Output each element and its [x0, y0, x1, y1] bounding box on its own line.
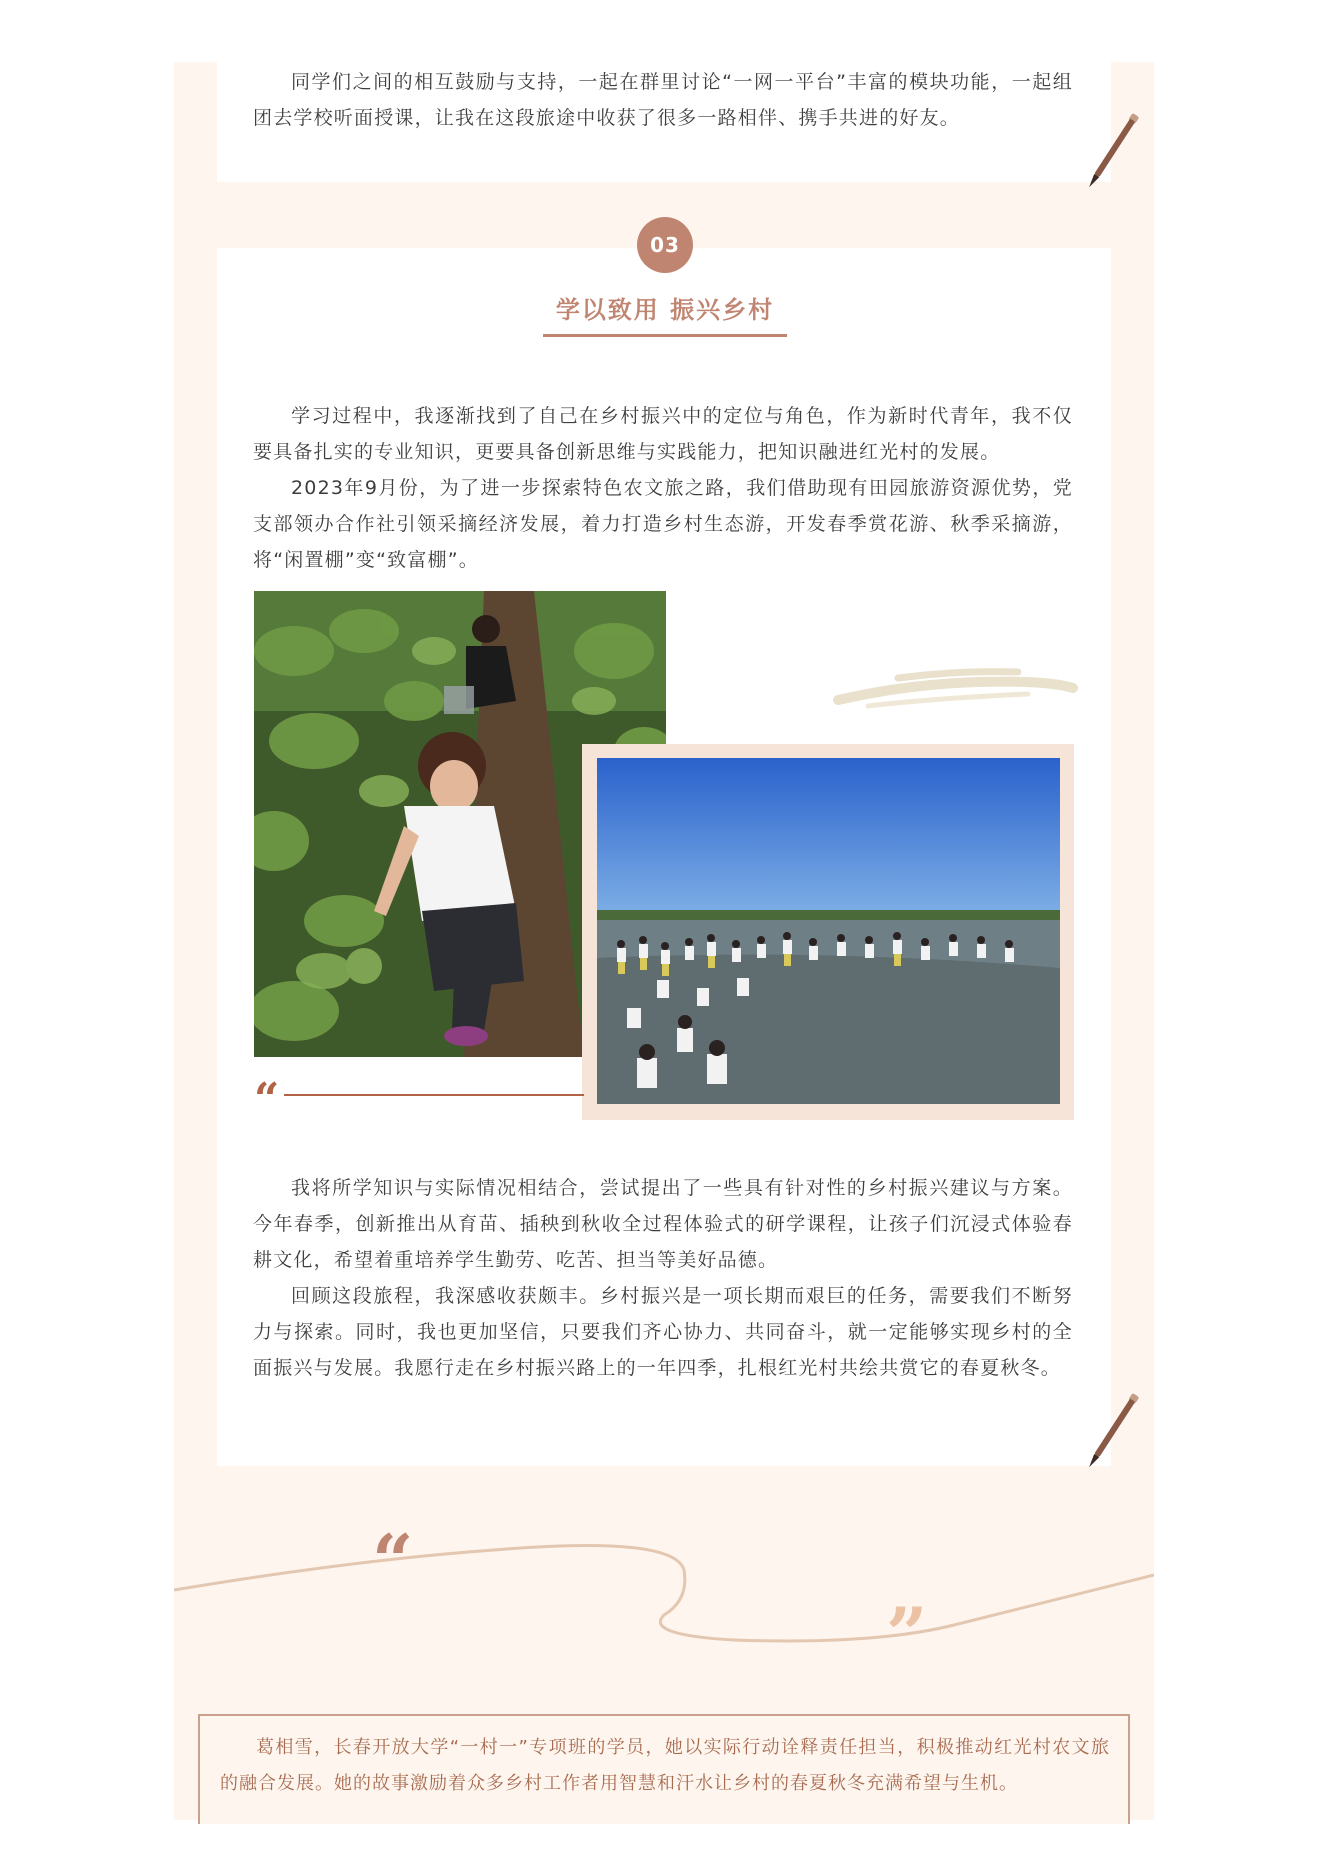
summary-paragraph — [220, 1730, 1110, 1802]
body-paragraphs-1 — [253, 398, 1073, 578]
open-quote-icon: “ — [372, 1518, 414, 1603]
intro-text: 同学们之间的相互鼓励与支持，一起在群里讨论“一网一平台”丰富的模块功能，一起组团去学校听面授课，让我在这段旅途中收获了很多一路相伴、携手共进的好友。 — [253, 71, 1073, 129]
section-title: 学以致用 振兴乡村 — [555, 296, 775, 324]
paragraph-3: 我将所学知识与实际情况相结合，尝试提出了一些具有针对性的乡村振兴建议与方案。今年春季，创新推出从育苗、插秧到秋收全过程体验式的研学课程，让孩子们沉浸式体验春耕文化，希望着重培养学生勤劳、吃苦、担当等美好品德。 — [253, 1177, 1073, 1271]
wave-line-decoration — [174, 1530, 1154, 1660]
intro-paragraph — [253, 64, 1073, 136]
quote-mark-icon: “ — [254, 1074, 280, 1125]
brush-stroke-decoration — [828, 664, 1080, 714]
title-underline — [543, 334, 787, 337]
rice-planting-photo — [597, 758, 1060, 1104]
quote-divider-line — [284, 1094, 584, 1096]
paragraph-1: 学习过程中，我逐渐找到了自己在乡村振兴中的定位与角色，作为新时代青年，我不仅要具备扎实的专业知识，更要具备创新思维与实践能力，把知识融进红光村的发展。 — [253, 405, 1073, 463]
section-number-badge: 03 — [637, 217, 693, 273]
summary-text: 葛相雪，长春开放大学“一村一”专项班的学员，她以实际行动诠释责任担当，积极推动红光村农文旅的融合发展。她的故事激励着众多乡村工作者用智慧和汗水让乡村的春夏秋冬充满希望与生机。 — [220, 1737, 1110, 1794]
paragraph-4: 回顾这段旅程，我深感收获颇丰。乡村振兴是一项长期而艰巨的任务，需要我们不断努力与探索。同时，我也更加坚信，只要我们齐心协力、共同奋斗，就一定能够实现乡村的全面振兴与发展。我愿行走在乡村振兴路上的一年四季，扎根红光村共绘共赏它的春夏秋冬。 — [253, 1285, 1073, 1379]
close-quote-icon: ” — [886, 1591, 928, 1676]
paragraph-2: 2023年9月份，为了进一步探索特色农文旅之路，我们借助现有田园旅游资源优势，党支部领办合作社引领采摘经济发展，着力打造乡村生态游，开发春季赏花游、秋季采摘游，将“闲置棚”变“致富棚”。 — [253, 477, 1073, 571]
body-paragraphs-2 — [253, 1170, 1073, 1386]
